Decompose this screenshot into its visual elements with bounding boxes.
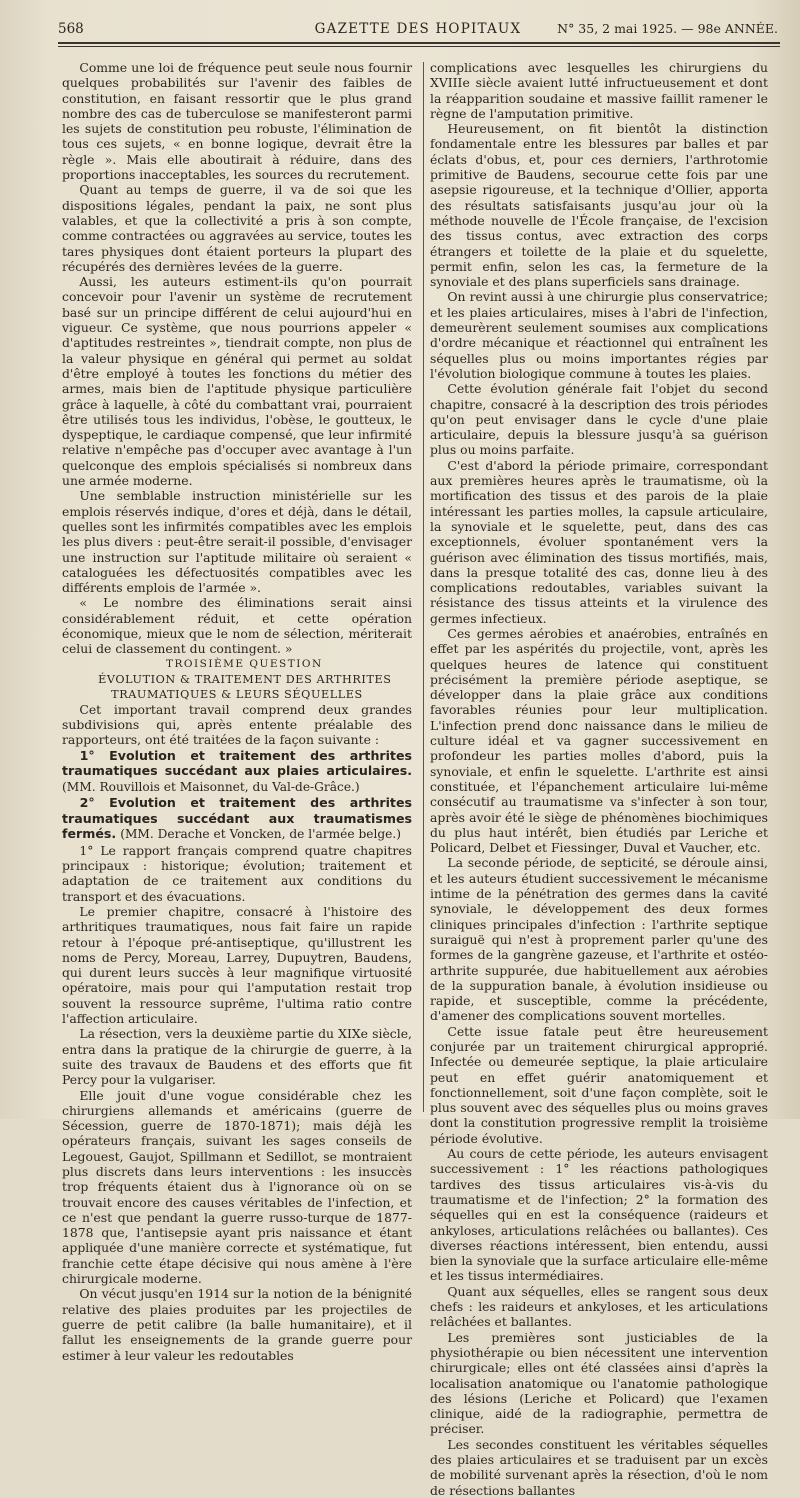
paragraph: complications avec lesquelles les chirurgiens du XVIIIe siècle avaient lutté infructueusement et dont la réapparition soudaine et massive faillit ramener le règne de l'amputation primitive. <box>430 60 768 121</box>
paragraph: Heureusement, on fit bientôt la distinction fondamentale entre les blessures par balles et par éclats d'obus, et, pour ces derniers, l'arthrotomie primitive de Baudens, secourue cette fois par une asepsie rigoureuse, et la technique d'Ollier, apporta des résultats satisfaisants jusqu'au jour où la méthode nouvelle de l'École française, de l'excision des tissus contus, avec extraction des corps étrangers et toilette de la plaie et du squelette, permit enfin, selon les cas, la fermeture de la synoviale et des plans superficiels sans drainage. <box>430 121 768 290</box>
subsection-heading <box>62 748 412 796</box>
issue-info: N° 35, 2 mai 1925. — 98e ANNÉE. <box>557 21 778 36</box>
paragraph: « Le nombre des éliminations serait ainsi considérablement réduit, et cette opération économique, mieux que le nom de sélection, mériterait celui de classement du contingent. » <box>62 595 412 657</box>
paragraph: On revint aussi à une chirurgie plus conservatrice; et les plaies articulaires, mises à l'abri de l'infection, demeurèrent seulement soumises aux complications d'ordre mécanique et réactionnel qui entraînent les séquelles plus ou moins importantes régies par l'évolution biologique commune à toutes les plaies. <box>430 289 768 381</box>
paragraph: La résection, vers la deuxième partie du XIXe siècle, entra dans la pratique de la chirurgie de guerre, à la suite des travaux de Baudens et des efforts que fit Percy pour la vulgariser. <box>62 1026 412 1088</box>
paragraph: Les secondes constituent les véritables séquelles des plaies articulaires et se traduisent par un excès de mobilité survenant après la résection, d'où le nom de résections ballantes <box>430 1436 768 1498</box>
page-header <box>58 18 778 40</box>
left-column <box>62 60 412 1363</box>
page-number: 568 <box>58 21 84 37</box>
paragraph: Quant aux séquelles, elles se rangent sous deux chefs : les raideurs et ankyloses, et les articulations relâchées et ballantes. <box>430 1283 768 1330</box>
paragraph: Les premières sont justiciables de la physiothérapie ou bien nécessitent une intervention chirurgicale; elles ont été classées ainsi d'après la localisation anatomique ou l'anatomie pathologique des lésions (Leriche et Policard) que l'examen clinique, aidé de la radiographie, permettra de préciser. <box>430 1329 768 1437</box>
paragraph: Aussi, les auteurs estiment-ils qu'on pourrait concevoir pour l'avenir un système de recrutement basé sur un principe différent de celui aujourd'hui en vigueur. Ce système, que nous pourrions appeler « d'aptitudes restreintes », tiendrait compte, non plus de la valeur physique en général qui permet au soldat d'être employé à toutes les fonctions du métier des armes, mais bien de l'aptitude physique particulière grâce à laquelle, à côté du combattant vrai, pourraient être utilisés tous les individus, l'obèse, le goutteux, le dyspeptique, le cardiaque compensé, que leur infirmité relative n'empêche pas d'occuper avec avantage à l'un quelconque des emplois spécialisés si nombreux dans une armée moderne. <box>62 274 412 489</box>
paragraph: La seconde période, de septicité, se déroule ainsi, et les auteurs étudient successivement le mécanisme intime de la pénétration des germes dans la cavité synoviale, le développement des deux formes cliniques principales d'infection : l'arthrite septique suraiguë qui n'est à proprement parler qu'une des formes de la gangrène gazeuse, et l'arthrite et ostéo-arthrite suppurée, due habituellement aux aérobies de la suppuration banale, à évolution insidieuse ou rapide, et susceptible, comme la précédente, d'amener des complications souvent mortelles. <box>430 855 768 1024</box>
column-divider <box>423 62 424 1112</box>
paragraph: Ces germes aérobies et anaérobies, entraînés en effet par les aspérités du projectile, vont, après les quelques heures de latence qui constituent précisément la première période aseptique, se développer dans la plaie grâce aux conditions favorables réunies pour leur multiplication. L'infection prend donc naissance dans le milieu de culture idéal et va gagner successivement en profondeur les parties molles d'abord, puis la synoviale, et enfin le squelette. L'arthrite est ainsi constituée, et l'épanchement articulaire lui-même consécutif au traumatisme va s'infecter à son tour, après avoir été le siège de phénomènes biochimiques du plus haut intérêt, bien étudiés par Leriche et Policard, Delbet et Fiessinger, Duval et Vaucher, etc. <box>430 625 768 856</box>
section-title: ÉVOLUTION & TRAITEMENT DES ARTHRITES TRAUMATIQUES & LEURS SÉQUELLES <box>98 672 392 701</box>
paragraph: Comme une loi de fréquence peut seule nous fournir quelques probabilités sur l'avenir des faibles de constitution, en faisant ressortir que le plus grand nombre des cas de tuberculose se manifesteront parmi les sujets de constitution peu robuste, l'élimination de tous ces sujets, « en bonne logique, devrait être la règle ». Mais elle aboutirait à réduire, dans des proportions inacceptables, les sources du recrutement. <box>62 60 412 183</box>
subsection-title: 2° Evolution et traitement des arthrites traumatiques succédant aux traumatismes fermés. <box>62 795 412 842</box>
right-column <box>430 60 768 1498</box>
subsection-authors: (MM. Rouvillois et Maisonnet, du Val-de-Grâce.) <box>62 779 360 794</box>
section-label: TROISIÈME QUESTION <box>166 657 323 670</box>
header-rule-thin <box>58 46 780 47</box>
paragraph: Cet important travail comprend deux grandes subdivisions qui, après entente préalable des rapporteurs, ont été traitées de la façon suivante : <box>62 701 412 748</box>
paragraph: Une semblable instruction ministérielle sur les emplois réservés indique, d'ores et déjà, dans le détail, quelles sont les infirmités compatibles avec les emplois les plus divers : peut-être serait-il possible, d'envisager une instruction sur l'aptitude militaire où seraient « cataloguées les défectuosités compatibles avec les différents emplois de l'armée ». <box>62 488 412 596</box>
publication-title: GAZETTE DES HOPITAUX <box>314 21 522 37</box>
paragraph: Cette issue fatale peut être heureusement conjurée par un traitement chirurgical approprié. Infectée ou demeurée septique, la plaie articulaire peut en effet guérir anatomiquement et fonctionnellement, soit d'une façon complète, soit le plus souvent avec des séquelles plus ou moins graves dont la constitution progressive remplit la troisième période évolutive. <box>430 1023 768 1146</box>
header-rule-thick <box>58 42 780 44</box>
paragraph: Au cours de cette période, les auteurs envisagent successivement : 1° les réactions pathologiques tardives des tissus articulaires vis-à-vis du traumatisme et de l'infection; 2° la formation des séquelles qui en est la conséquence (raideurs et ankyloses, articulations relâchées ou ballantes). Ces diverses réactions intéressent, bien entendu, aussi bien la synoviale que la surface articulaire elle-même et les tissus intermédiaires. <box>430 1146 768 1284</box>
paragraph: On vécut jusqu'en 1914 sur la notion de la bénignité relative des plaies produites par les projectiles de guerre de petit calibre (la balle humanitaire), et il fallut les enseignements de la grande guerre pour estimer à leur valeur les redoutables <box>62 1286 412 1363</box>
paragraph: 1° Le rapport français comprend quatre chapitres principaux : historique; évolution; traitement et adaptation de ce traitement aux conditions du transport et des évacuations. <box>62 842 412 904</box>
subsection-authors: (MM. Derache et Voncken, de l'armée belge.) <box>120 827 402 842</box>
subsection-heading <box>62 795 412 843</box>
paragraph: Quant au temps de guerre, il va de soi que les dispositions légales, pendant la paix, ne sont plus valables, et que la collectivité a pris à son compte, comme contractées ou aggravées au service, toutes les tares physiques dont étaient porteurs la plupart des récupérés des dernières levées de la guerre. <box>62 182 412 274</box>
paragraph: Cette évolution générale fait l'objet du second chapitre, consacré à la description des trois périodes qu'on peut envisager dans le cycle d'une plaie articulaire, depuis la blessure jusqu'à sa guérison plus ou moins parfaite. <box>430 381 768 458</box>
paragraph: Elle jouit d'une vogue considérable chez les chirurgiens allemands et américains (guerre de Sécession, guerre de 1870-1871); mais déjà les opérateurs français, suivant les sages conseils de Legouest, Gaujot, Spillmann et Sedillot, se montraient plus discrets dans leurs interventions : les insuccès trop fréquents étaient dus à l'ignorance où on se trouvait encore des causes véritables de l'infection, et ce n'est que pendant la guerre russo-turque de 1877-1878 que, l'antisepsie ayant pris naissance et étant appliquée d'une manière correcte et systématique, fut franchie cette étape décisive qui nous amène à l'ère chirurgicale moderne. <box>62 1087 412 1287</box>
subsection-title: 1° Evolution et traitement des arthrites traumatiques succédant aux plaies articulaires. <box>62 747 412 779</box>
paragraph: C'est d'abord la période primaire, correspondant aux premières heures après le traumatisme, où la mortification des tissus et des parois de la plaie intéressant les parties molles, la capsule articulaire, la synoviale et le squelette, peut, dans des cas exceptionnels, évoluer spontanément vers la guérison avec élimination des tissus mortifiés, mais, dans la presque totalité des cas, donne lieu à des complications redoutables, variables suivant la résistance des tissus atteints et la virulence des germes infectieux. <box>430 457 768 626</box>
paragraph: Le premier chapitre, consacré à l'histoire des arthritiques traumatiques, nous fait faire un rapide retour à l'époque pré-antiseptique, qu'illustrent les noms de Percy, Moreau, Larrey, Dupuytren, Baudens, qui durent leurs succès à leur magnifique virtuosité opératoire, mais pour qui l'amputation restait trop souvent la ressource suprême, l'ultima ratio contre l'affection articulaire. <box>62 903 412 1027</box>
